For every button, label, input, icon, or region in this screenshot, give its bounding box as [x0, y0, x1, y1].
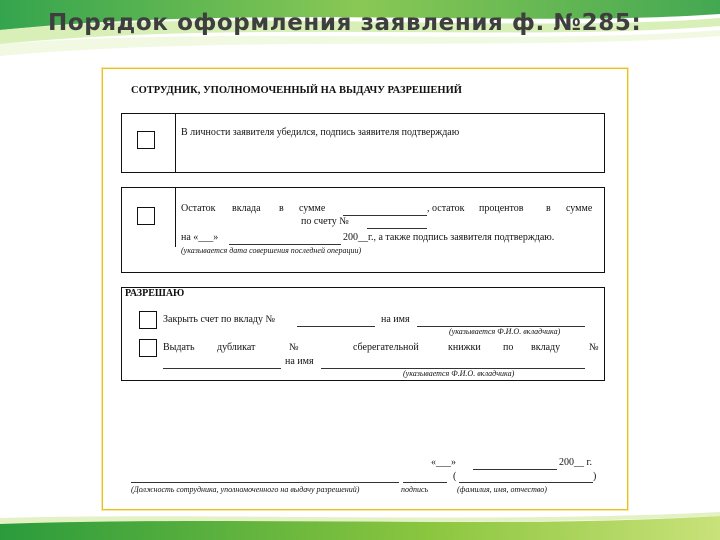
position-label: (Должность сотрудника, уполномоченного на выдачу разрешений)	[131, 485, 360, 494]
dup-word-sber: сберегательной	[353, 342, 419, 353]
section-identity-box	[121, 113, 605, 173]
position-line[interactable]	[131, 482, 399, 483]
signature-line[interactable]	[403, 482, 447, 483]
date-hint: (указывается дата совершения последней операции)	[181, 246, 362, 255]
dup-word-no1: №	[289, 342, 299, 353]
dup-word-dublikat: дубликат	[217, 342, 256, 353]
balance-word-ostatok: Остаток	[181, 203, 216, 214]
fullname-label: (фамилия, имя, отчество)	[457, 485, 547, 494]
date-confirm-text: 200__г., а также подпись заявителя подтверждаю.	[343, 232, 555, 243]
dup-word-knizhki: книжки	[448, 342, 481, 353]
balance-word-ostatok2: , остаток	[427, 203, 465, 214]
sign-date-line[interactable]	[473, 469, 557, 470]
signature-label: подпись	[401, 485, 429, 494]
date-label: на «___»	[181, 232, 219, 243]
balance-checkbox[interactable]	[137, 207, 155, 225]
sign-date-year: 200__ г.	[559, 457, 592, 468]
date-line[interactable]	[229, 244, 341, 245]
form-285	[102, 68, 628, 510]
balance-word-v: в	[279, 203, 284, 214]
slide-title: Порядок оформления заявления ф. №285:	[48, 10, 642, 36]
close-account-text: Закрыть счет по вкладу №	[163, 314, 276, 325]
dup-word-po: по	[503, 342, 514, 353]
close-account-hint: (указывается Ф.И.О. вкладчика)	[449, 327, 561, 336]
close-account-name-label: на имя	[381, 314, 410, 325]
permit-heading: РАЗРЕШАЮ	[125, 288, 185, 299]
fullname-line[interactable]	[459, 482, 593, 483]
balance-word-v2: в	[546, 203, 551, 214]
balance-word-summe: сумме	[299, 203, 326, 214]
close-account-checkbox[interactable]	[139, 311, 157, 329]
duplicate-name-label: на имя	[285, 356, 314, 367]
paren-open: (	[453, 471, 457, 482]
duplicate-number-line[interactable]	[163, 368, 281, 369]
account-number-line[interactable]	[367, 228, 427, 229]
identity-checkbox[interactable]	[137, 131, 155, 149]
section-balance-box	[121, 187, 605, 273]
dup-word-vydat: Выдать	[163, 342, 195, 353]
balance-word-vklada: вклада	[232, 203, 261, 214]
dup-word-vkladu: вкладу	[531, 342, 561, 353]
dup-word-no2: №	[589, 342, 599, 353]
paren-close: )	[593, 471, 597, 482]
identity-text: В личности заявителя убедился, подпись заявителя подтверждаю	[181, 127, 460, 138]
duplicate-checkbox[interactable]	[139, 339, 157, 357]
form-heading: СОТРУДНИК, УПОЛНОМОЧЕННЫЙ НА ВЫДАЧУ РАЗРЕШЕНИЙ	[131, 85, 462, 96]
footer-swoosh	[0, 512, 720, 540]
sign-date-day: «___»	[431, 457, 456, 468]
balance-word-summe2: сумме	[566, 203, 593, 214]
duplicate-hint: (указывается Ф.И.О. вкладчика)	[403, 369, 515, 378]
balance-amount-line[interactable]	[343, 215, 427, 216]
close-account-number-line[interactable]	[297, 326, 375, 327]
account-number-label: по счету №	[301, 216, 349, 227]
balance-word-procentov: процентов	[479, 203, 524, 214]
